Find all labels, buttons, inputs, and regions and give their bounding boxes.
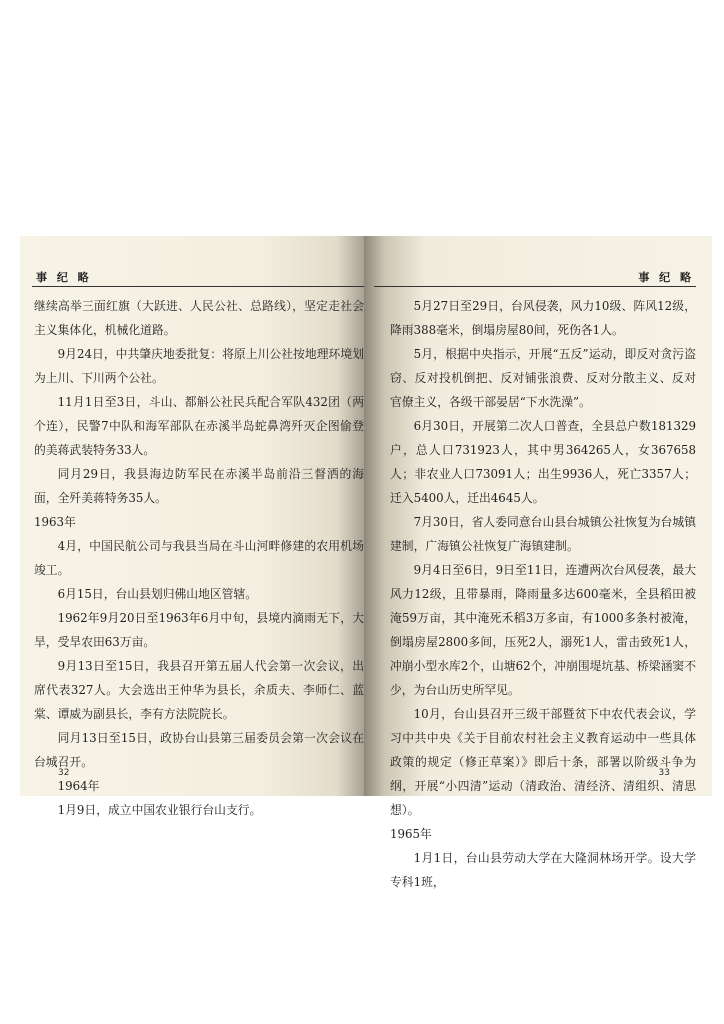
paragraph: 1964年	[57, 779, 100, 793]
header-rule	[374, 286, 696, 287]
paragraph: 继续高举三面红旗（大跃进、人民公社、总路线），坚定走社会主义集体化，机械化道路。	[34, 299, 364, 337]
book-spread	[20, 236, 712, 889]
paragraph: 1月9日，成立中国农业银行台山支行。	[57, 803, 262, 817]
running-header: 事 纪 略	[638, 271, 694, 284]
paragraph: 9月13日至15日，我县召开第五届人代会第一次会议，出席代表327人。大会选出王仲华为县长，余质夫、李师仁、蓝棠、谭威为副县长，李有方法院院长。	[34, 659, 364, 721]
paragraph: 10月，台山县召开三级干部暨贫下中农代表会议，学习中共中央《关于目前农村社会主义教育运动中一些具体政策的规定（修正草案）》即后十条，部署以阶级斗争为纲，开展“小四清”运动（清政治、清经济、清组织、清思想）。	[390, 707, 696, 817]
paragraph: 5月，根据中央指示，开展“五反”运动，即反对贪污盗窃、反对投机倒把、反对铺张浪费、反对分散主义、反对官僚主义，各级干部晏居“下水洗澡”。	[390, 347, 696, 409]
paragraph: 4月，中国民航公司与我县当局在斗山河畔修建的农用机场竣工。	[34, 539, 364, 577]
paragraph: 6月30日，开展第二次人口普查，全县总户数181329户，总人口731923人，其中男364265人，女367658人；非农业人口73091人；出生9936人，死亡3357人；迁入5400人，迁出4645人。	[390, 419, 696, 505]
right-page	[364, 236, 712, 889]
paragraph: 同月13日至15日，政协台山县第三届委员会第一次会议在台城召开。	[34, 731, 364, 769]
page-number: 32	[58, 768, 70, 778]
paragraph: 1963年	[34, 515, 76, 529]
paragraph: 同月29日，我县海边防军民在赤溪半岛前沿三督洒的海面，全歼美蒋特务35人。	[34, 467, 364, 505]
paragraph: 7月30日，省人委同意台山县台城镇公社恢复为台城镇建制，广海镇公社恢复广海镇建制。	[390, 515, 696, 553]
paragraph: 1月1日，台山县劳动大学在大隆洞林场开学。设大学专科1班，	[390, 851, 696, 889]
paragraph: 6月15日，台山县划归佛山地区管辖。	[57, 587, 258, 601]
paragraph: 1965年	[390, 827, 432, 841]
page-number: 33	[658, 768, 670, 778]
left-page	[20, 236, 364, 817]
running-header: 事 纪 略	[36, 271, 92, 284]
body-text	[34, 294, 364, 822]
header-rule	[32, 286, 364, 287]
paragraph: 1962年9月20日至1963年6月中旬，县境内滴雨无下，大旱，受旱农田63万亩。	[34, 611, 364, 649]
paragraph: 5月27日至29日，台风侵袭，风力10级、阵风12级，降雨388毫米，倒塌房屋80间，死伤各1人。	[390, 299, 696, 337]
body-text	[390, 294, 696, 894]
paragraph: 9月24日，中共肇庆地委批复：将原上川公社按地理环境划为上川、下川两个公社。	[34, 347, 364, 385]
paragraph: 11月1日至3日，斗山、都斛公社民兵配合军队432团（两个连），民警7中队和海军部队在赤溪半岛蛇鼻湾歼灭企图偷登的美蒋武装特务33人。	[34, 395, 364, 457]
paragraph: 9月4日至6日，9日至11日，连遭两次台风侵袭，最大风力12级，且带暴雨，降雨量多达600毫米，全县稻田被淹59万亩，其中淹死禾稻3万多亩，有1000多条村被淹，倒塌房屋2800多间，压死2人，溺死1人，雷击致死1人，冲崩小型水库2个，山塘62个，冲崩围堤坑基、桥梁涵窦不少，为台山历史所罕见。	[390, 563, 696, 697]
